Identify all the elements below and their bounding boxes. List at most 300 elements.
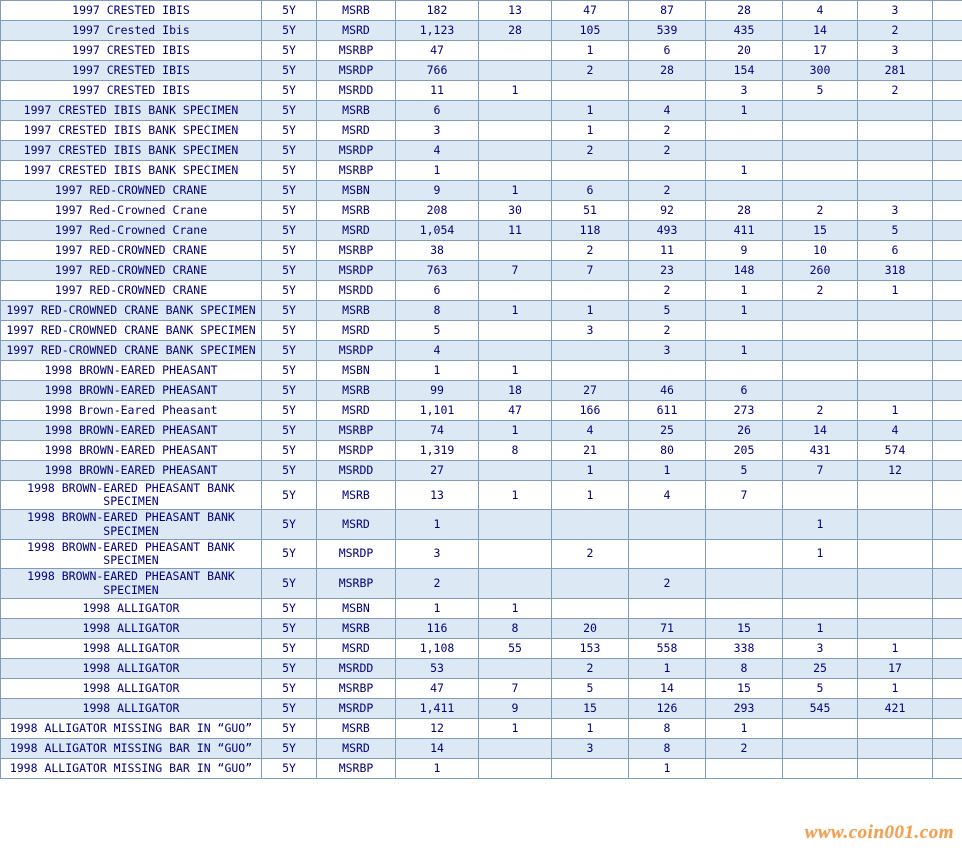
table-row xyxy=(1,121,962,141)
cell-g1 xyxy=(479,61,552,81)
cell-g2: 2 xyxy=(552,658,629,678)
cell-g5: 25 xyxy=(783,658,858,678)
cell-total: 1 xyxy=(396,758,479,778)
cell-g7 xyxy=(933,141,962,161)
cell-g1 xyxy=(479,758,552,778)
cell-total: 1,101 xyxy=(396,401,479,421)
cell-g1: 7 xyxy=(479,261,552,281)
cell-g1: 1 xyxy=(479,598,552,618)
cell-g7 xyxy=(933,421,962,441)
cell-g6 xyxy=(858,618,933,638)
cell-g4: 5 xyxy=(706,461,783,481)
cell-total: 53 xyxy=(396,658,479,678)
cell-g1 xyxy=(479,161,552,181)
cell-description: 1997 RED-CROWNED CRANE BANK SPECIMEN xyxy=(1,301,262,321)
cell-g2: 4 xyxy=(552,421,629,441)
cell-g7 xyxy=(933,758,962,778)
cell-g3: 71 xyxy=(629,618,706,638)
cell-g6: 3 xyxy=(858,201,933,221)
table-row xyxy=(1,181,962,201)
cell-g3 xyxy=(629,510,706,539)
cell-service: 5Y xyxy=(262,658,317,678)
cell-g2: 27 xyxy=(552,381,629,401)
cell-g1 xyxy=(479,101,552,121)
cell-g4: 15 xyxy=(706,618,783,638)
cell-service: 5Y xyxy=(262,638,317,658)
table-row xyxy=(1,510,962,539)
cell-g7 xyxy=(933,738,962,758)
cell-g3: 539 xyxy=(629,21,706,41)
cell-g3: 4 xyxy=(629,481,706,510)
cell-g1: 1 xyxy=(479,81,552,101)
cell-g6 xyxy=(858,718,933,738)
cell-g7 xyxy=(933,361,962,381)
cell-g1 xyxy=(479,281,552,301)
cell-g4: 1 xyxy=(706,281,783,301)
cell-g6: 2 xyxy=(858,81,933,101)
cell-g3: 4 xyxy=(629,101,706,121)
cell-g2: 21 xyxy=(552,441,629,461)
cell-total: 763 xyxy=(396,261,479,281)
cell-g1 xyxy=(479,658,552,678)
cell-g2 xyxy=(552,341,629,361)
cell-g4: 20 xyxy=(706,41,783,61)
table-row xyxy=(1,598,962,618)
cell-service: 5Y xyxy=(262,101,317,121)
cell-g5: 300 xyxy=(783,61,858,81)
cell-g2: 2 xyxy=(552,141,629,161)
cell-g6: 3 xyxy=(858,1,933,21)
cell-g4: 8 xyxy=(706,658,783,678)
cell-g3: 1 xyxy=(629,758,706,778)
cell-g2: 1 xyxy=(552,718,629,738)
cell-g1: 18 xyxy=(479,381,552,401)
cell-description: 1997 RED-CROWNED CRANE BANK SPECIMEN xyxy=(1,321,262,341)
cell-g2 xyxy=(552,569,629,598)
cell-g5: 1 xyxy=(783,618,858,638)
cell-g7 xyxy=(933,510,962,539)
cell-description: 1998 BROWN-EARED PHEASANT BANK SPECIMEN xyxy=(1,539,262,568)
cell-total: 3 xyxy=(396,121,479,141)
cell-g6: 1 xyxy=(858,401,933,421)
cell-g5 xyxy=(783,161,858,181)
cell-g5 xyxy=(783,738,858,758)
cell-description: 1997 Crested Ibis xyxy=(1,21,262,41)
cell-g7 xyxy=(933,281,962,301)
table-row xyxy=(1,161,962,181)
cell-code: MSRDD xyxy=(317,281,396,301)
cell-g7 xyxy=(933,618,962,638)
cell-g1 xyxy=(479,510,552,539)
cell-total: 14 xyxy=(396,738,479,758)
table-body xyxy=(1,1,962,779)
table-row xyxy=(1,678,962,698)
cell-g3 xyxy=(629,361,706,381)
cell-g5: 5 xyxy=(783,678,858,698)
cell-g4: 411 xyxy=(706,221,783,241)
table-row xyxy=(1,141,962,161)
cell-code: MSRB xyxy=(317,201,396,221)
cell-g2 xyxy=(552,361,629,381)
cell-service: 5Y xyxy=(262,698,317,718)
cell-g2: 7 xyxy=(552,261,629,281)
cell-g5: 2 xyxy=(783,201,858,221)
cell-g6 xyxy=(858,101,933,121)
cell-g1: 11 xyxy=(479,221,552,241)
cell-g7 xyxy=(933,41,962,61)
table-row xyxy=(1,738,962,758)
table-row xyxy=(1,698,962,718)
cell-g3: 1 xyxy=(629,461,706,481)
cell-g2 xyxy=(552,161,629,181)
cell-g4: 1 xyxy=(706,718,783,738)
cell-description: 1998 ALLIGATOR xyxy=(1,658,262,678)
cell-g3: 2 xyxy=(629,569,706,598)
cell-g5 xyxy=(783,381,858,401)
cell-g7 xyxy=(933,698,962,718)
table-row xyxy=(1,201,962,221)
cell-g7 xyxy=(933,381,962,401)
cell-service: 5Y xyxy=(262,241,317,261)
cell-g7 xyxy=(933,121,962,141)
cell-code: MSRBP xyxy=(317,758,396,778)
cell-code: MSRBP xyxy=(317,569,396,598)
cell-g5: 2 xyxy=(783,281,858,301)
cell-g3: 8 xyxy=(629,718,706,738)
cell-service: 5Y xyxy=(262,381,317,401)
cell-total: 1,411 xyxy=(396,698,479,718)
cell-g2: 51 xyxy=(552,201,629,221)
cell-g2: 15 xyxy=(552,698,629,718)
cell-g3: 1 xyxy=(629,658,706,678)
cell-service: 5Y xyxy=(262,301,317,321)
table-row xyxy=(1,301,962,321)
table-row xyxy=(1,241,962,261)
table-row xyxy=(1,281,962,301)
cell-g7 xyxy=(933,539,962,568)
cell-description: 1997 Red-Crowned Crane xyxy=(1,201,262,221)
cell-total: 11 xyxy=(396,81,479,101)
cell-g5 xyxy=(783,181,858,201)
cell-g4: 2 xyxy=(706,738,783,758)
cell-g6: 1 xyxy=(858,281,933,301)
cell-g6 xyxy=(858,141,933,161)
cell-g7 xyxy=(933,221,962,241)
cell-code: MSRBP xyxy=(317,241,396,261)
cell-g5: 15 xyxy=(783,221,858,241)
cell-g2: 20 xyxy=(552,618,629,638)
cell-total: 1,319 xyxy=(396,441,479,461)
cell-code: MSRB xyxy=(317,718,396,738)
cell-g2: 166 xyxy=(552,401,629,421)
cell-g1: 28 xyxy=(479,21,552,41)
cell-service: 5Y xyxy=(262,321,317,341)
cell-g5: 14 xyxy=(783,421,858,441)
cell-code: MSRBP xyxy=(317,41,396,61)
cell-total: 1 xyxy=(396,361,479,381)
cell-description: 1997 Red-Crowned Crane xyxy=(1,221,262,241)
cell-total: 2 xyxy=(396,569,479,598)
cell-g5: 3 xyxy=(783,638,858,658)
table-row xyxy=(1,658,962,678)
cell-description: 1998 ALLIGATOR MISSING BAR IN “GUO” xyxy=(1,758,262,778)
cell-total: 116 xyxy=(396,618,479,638)
cell-g5: 4 xyxy=(783,1,858,21)
cell-service: 5Y xyxy=(262,261,317,281)
cell-description: 1997 CRESTED IBIS xyxy=(1,61,262,81)
cell-g4: 1 xyxy=(706,341,783,361)
cell-description: 1998 BROWN-EARED PHEASANT xyxy=(1,421,262,441)
cell-g4: 9 xyxy=(706,241,783,261)
cell-service: 5Y xyxy=(262,41,317,61)
cell-total: 4 xyxy=(396,341,479,361)
cell-g4: 26 xyxy=(706,421,783,441)
cell-g2: 47 xyxy=(552,1,629,21)
cell-service: 5Y xyxy=(262,1,317,21)
cell-g5: 7 xyxy=(783,461,858,481)
cell-g3: 2 xyxy=(629,281,706,301)
cell-g1: 47 xyxy=(479,401,552,421)
cell-g2: 1 xyxy=(552,461,629,481)
cell-g5: 5 xyxy=(783,81,858,101)
cell-g4 xyxy=(706,539,783,568)
cell-g6 xyxy=(858,321,933,341)
cell-description: 1998 BROWN-EARED PHEASANT BANK SPECIMEN xyxy=(1,510,262,539)
cell-g5 xyxy=(783,121,858,141)
cell-description: 1997 CRESTED IBIS xyxy=(1,41,262,61)
cell-g4: 435 xyxy=(706,21,783,41)
cell-g5: 14 xyxy=(783,21,858,41)
cell-service: 5Y xyxy=(262,678,317,698)
cell-g7 xyxy=(933,81,962,101)
table-row xyxy=(1,261,962,281)
cell-service: 5Y xyxy=(262,21,317,41)
cell-g1: 30 xyxy=(479,201,552,221)
cell-description: 1997 RED-CROWNED CRANE BANK SPECIMEN xyxy=(1,341,262,361)
cell-description: 1997 CRESTED IBIS BANK SPECIMEN xyxy=(1,121,262,141)
cell-g2: 1 xyxy=(552,121,629,141)
cell-description: 1998 BROWN-EARED PHEASANT xyxy=(1,461,262,481)
cell-service: 5Y xyxy=(262,181,317,201)
cell-g5: 2 xyxy=(783,401,858,421)
cell-g4: 205 xyxy=(706,441,783,461)
table-row xyxy=(1,41,962,61)
cell-g3 xyxy=(629,161,706,181)
cell-g3 xyxy=(629,539,706,568)
cell-total: 99 xyxy=(396,381,479,401)
cell-g7 xyxy=(933,321,962,341)
cell-g2: 118 xyxy=(552,221,629,241)
cell-service: 5Y xyxy=(262,361,317,381)
cell-g5 xyxy=(783,481,858,510)
cell-g2: 2 xyxy=(552,61,629,81)
cell-g2: 1 xyxy=(552,481,629,510)
cell-service: 5Y xyxy=(262,341,317,361)
table-row xyxy=(1,101,962,121)
cell-g6: 5 xyxy=(858,221,933,241)
cell-g3: 25 xyxy=(629,421,706,441)
cell-g7 xyxy=(933,658,962,678)
cell-code: MSRDP xyxy=(317,261,396,281)
cell-code: MSRB xyxy=(317,101,396,121)
cell-g5 xyxy=(783,598,858,618)
table-row xyxy=(1,618,962,638)
cell-g4 xyxy=(706,181,783,201)
cell-g5: 1 xyxy=(783,510,858,539)
cell-g7 xyxy=(933,301,962,321)
cell-total: 47 xyxy=(396,41,479,61)
cell-service: 5Y xyxy=(262,221,317,241)
cell-g2 xyxy=(552,598,629,618)
cell-total: 8 xyxy=(396,301,479,321)
cell-g2: 2 xyxy=(552,539,629,568)
cell-g6 xyxy=(858,598,933,618)
cell-g6: 318 xyxy=(858,261,933,281)
table-row xyxy=(1,321,962,341)
cell-g6 xyxy=(858,738,933,758)
cell-g1 xyxy=(479,569,552,598)
cell-g6 xyxy=(858,539,933,568)
cell-g3: 3 xyxy=(629,341,706,361)
cell-g1 xyxy=(479,738,552,758)
cell-g7 xyxy=(933,61,962,81)
cell-service: 5Y xyxy=(262,401,317,421)
cell-description: 1998 BROWN-EARED PHEASANT BANK SPECIMEN xyxy=(1,569,262,598)
cell-code: MSRDP xyxy=(317,141,396,161)
cell-g5: 431 xyxy=(783,441,858,461)
cell-total: 1 xyxy=(396,161,479,181)
cell-code: MSRD xyxy=(317,21,396,41)
cell-g1: 1 xyxy=(479,421,552,441)
cell-description: 1997 CRESTED IBIS xyxy=(1,81,262,101)
cell-code: MSRD xyxy=(317,221,396,241)
cell-g7 xyxy=(933,161,962,181)
cell-g6 xyxy=(858,341,933,361)
table-row xyxy=(1,21,962,41)
cell-g6: 1 xyxy=(858,638,933,658)
table-row xyxy=(1,381,962,401)
cell-g1: 1 xyxy=(479,301,552,321)
cell-g3: 2 xyxy=(629,321,706,341)
cell-description: 1998 Brown-Eared Pheasant xyxy=(1,401,262,421)
cell-g4 xyxy=(706,569,783,598)
cell-g2 xyxy=(552,510,629,539)
cell-g3: 2 xyxy=(629,141,706,161)
cell-g2: 3 xyxy=(552,738,629,758)
cell-g1 xyxy=(479,539,552,568)
cell-code: MSRDP xyxy=(317,698,396,718)
table-row xyxy=(1,421,962,441)
cell-g5: 260 xyxy=(783,261,858,281)
cell-total: 1,054 xyxy=(396,221,479,241)
cell-g2: 105 xyxy=(552,21,629,41)
table-row xyxy=(1,539,962,568)
cell-g6 xyxy=(858,181,933,201)
cell-g5 xyxy=(783,321,858,341)
cell-g3: 11 xyxy=(629,241,706,261)
cell-total: 766 xyxy=(396,61,479,81)
cell-g4 xyxy=(706,510,783,539)
cell-g3: 8 xyxy=(629,738,706,758)
cell-service: 5Y xyxy=(262,281,317,301)
table-row xyxy=(1,221,962,241)
cell-g7 xyxy=(933,401,962,421)
cell-g4 xyxy=(706,141,783,161)
cell-description: 1997 RED-CROWNED CRANE xyxy=(1,261,262,281)
cell-g4 xyxy=(706,758,783,778)
table-row xyxy=(1,481,962,510)
cell-code: MSRBP xyxy=(317,161,396,181)
cell-g4: 338 xyxy=(706,638,783,658)
cell-g6: 2 xyxy=(858,21,933,41)
cell-description: 1998 ALLIGATOR MISSING BAR IN “GUO” xyxy=(1,718,262,738)
cell-description: 1998 ALLIGATOR xyxy=(1,678,262,698)
cell-g4 xyxy=(706,321,783,341)
table-row xyxy=(1,1,962,21)
cell-total: 208 xyxy=(396,201,479,221)
cell-code: MSRDP xyxy=(317,539,396,568)
cell-code: MSBN xyxy=(317,361,396,381)
cell-g4: 273 xyxy=(706,401,783,421)
cell-description: 1998 BROWN-EARED PHEASANT xyxy=(1,361,262,381)
cell-g3: 23 xyxy=(629,261,706,281)
cell-g3: 611 xyxy=(629,401,706,421)
cell-total: 9 xyxy=(396,181,479,201)
cell-total: 182 xyxy=(396,1,479,21)
cell-g6: 12 xyxy=(858,461,933,481)
cell-g7 xyxy=(933,481,962,510)
table-row xyxy=(1,441,962,461)
cell-g1: 1 xyxy=(479,361,552,381)
cell-g5 xyxy=(783,301,858,321)
cell-description: 1997 CRESTED IBIS BANK SPECIMEN xyxy=(1,141,262,161)
table-row xyxy=(1,569,962,598)
cell-service: 5Y xyxy=(262,738,317,758)
cell-g6 xyxy=(858,758,933,778)
cell-g3 xyxy=(629,81,706,101)
cell-g4: 1 xyxy=(706,101,783,121)
cell-g7 xyxy=(933,678,962,698)
cell-code: MSRD xyxy=(317,121,396,141)
table-row xyxy=(1,361,962,381)
cell-total: 38 xyxy=(396,241,479,261)
table-row xyxy=(1,638,962,658)
cell-g2 xyxy=(552,758,629,778)
cell-service: 5Y xyxy=(262,441,317,461)
cell-g5 xyxy=(783,141,858,161)
cell-code: MSRD xyxy=(317,738,396,758)
cell-g3: 92 xyxy=(629,201,706,221)
cell-code: MSRB xyxy=(317,618,396,638)
cell-g3: 28 xyxy=(629,61,706,81)
cell-g7 xyxy=(933,1,962,21)
cell-g7 xyxy=(933,718,962,738)
cell-g1: 13 xyxy=(479,1,552,21)
cell-g3: 126 xyxy=(629,698,706,718)
cell-g3: 493 xyxy=(629,221,706,241)
cell-g4: 28 xyxy=(706,201,783,221)
cell-g5 xyxy=(783,361,858,381)
cell-total: 12 xyxy=(396,718,479,738)
cell-g5 xyxy=(783,758,858,778)
cell-service: 5Y xyxy=(262,141,317,161)
cell-g6 xyxy=(858,569,933,598)
cell-total: 47 xyxy=(396,678,479,698)
cell-g6: 3 xyxy=(858,41,933,61)
cell-g4: 148 xyxy=(706,261,783,281)
cell-g6: 17 xyxy=(858,658,933,678)
table-row xyxy=(1,401,962,421)
